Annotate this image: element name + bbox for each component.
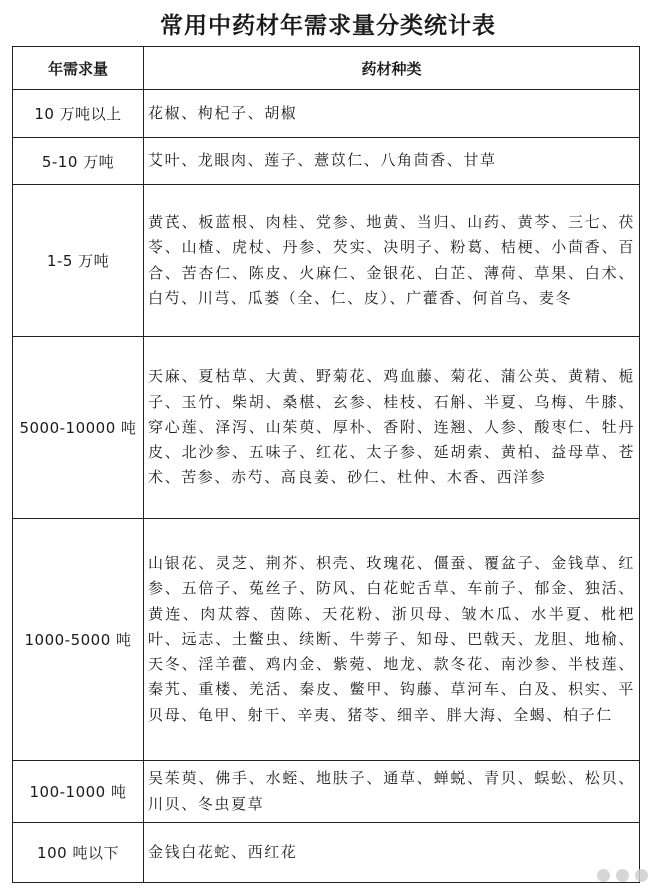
demand-category: 1000-5000 吨 (13, 519, 144, 761)
table-row (13, 823, 640, 883)
table-row (13, 90, 640, 138)
table-row (13, 761, 640, 823)
demand-category: 10 万吨以上 (13, 90, 144, 138)
demand-category: 100-1000 吨 (13, 761, 144, 823)
watermark-dot-icon (635, 869, 648, 882)
herb-list: 艾叶、龙眼肉、莲子、薏苡仁、八角茴香、甘草 (144, 138, 640, 185)
table-row (13, 337, 640, 519)
header-herb-types: 药材种类 (144, 47, 640, 90)
demand-category: 100 吨以下 (13, 823, 144, 883)
watermark-dot-icon (597, 869, 610, 882)
table-row (13, 138, 640, 185)
watermark-dot-icon (616, 869, 629, 882)
herb-list: 黄芪、板蓝根、肉桂、党参、地黄、当归、山药、黄芩、三七、茯苓、山楂、虎杖、丹参、芡实、决明子、粉葛、桔梗、小茴香、百合、苦杏仁、陈皮、火麻仁、金银花、白芷、薄荷、草果、白术、白芍、川芎、瓜蒌（全、仁、皮）、广藿香、何首乌、麦冬 (144, 185, 640, 337)
table-row (13, 185, 640, 337)
herb-demand-table (12, 46, 640, 883)
demand-category: 5-10 万吨 (13, 138, 144, 185)
table-header-row (13, 47, 640, 90)
watermark-icon (597, 869, 648, 882)
header-annual-demand: 年需求量 (13, 47, 144, 90)
herb-list: 天麻、夏枯草、大黄、野菊花、鸡血藤、菊花、蒲公英、黄精、栀子、玉竹、柴胡、桑椹、玄参、桂枝、石斛、半夏、乌梅、牛膝、穿心莲、泽泻、山茱萸、厚朴、香附、连翘、人参、酸枣仁、牡丹皮、北沙参、五味子、红花、太子参、延胡索、黄柏、益母草、苍术、苦参、赤芍、高良姜、砂仁、杜仲、木香、西洋参 (144, 337, 640, 519)
table-row (13, 519, 640, 761)
herb-list: 吴茱萸、佛手、水蛭、地肤子、通草、蝉蜕、青贝、蜈蚣、松贝、川贝、冬虫夏草 (144, 761, 640, 823)
herb-list: 花椒、枸杞子、胡椒 (144, 90, 640, 138)
demand-category: 1-5 万吨 (13, 185, 144, 337)
page-title: 常用中药材年需求量分类统计表 (160, 12, 496, 39)
demand-category: 5000-10000 吨 (13, 337, 144, 519)
herb-list: 山银花、灵芝、荆芥、枳壳、玫瑰花、僵蚕、覆盆子、金钱草、红参、五倍子、菟丝子、防风、白花蛇舌草、车前子、郁金、独活、黄连、肉苁蓉、茵陈、天花粉、浙贝母、皱木瓜、水半夏、枇杷叶、远志、土鳖虫、续断、牛蒡子、知母、巴戟天、龙胆、地榆、天冬、淫羊藿、鸡内金、紫菀、地龙、款冬花、南沙参、半枝莲、秦艽、重楼、羌活、秦皮、鳖甲、钩藤、草河车、白及、枳实、平贝母、龟甲、射干、辛夷、猪苓、细辛、胖大海、全蝎、柏子仁 (144, 519, 640, 761)
herb-list: 金钱白花蛇、西红花 (144, 823, 640, 883)
